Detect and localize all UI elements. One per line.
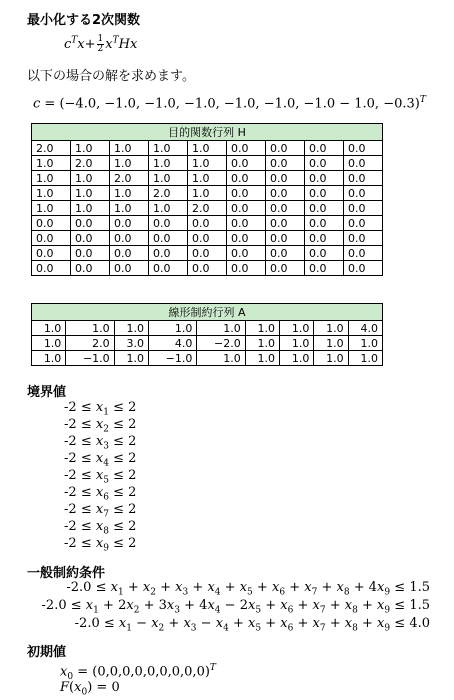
hessian-row: [32, 246, 383, 261]
hessian-cell: 2.0: [188, 201, 227, 216]
hessian-cell: 0.0: [305, 246, 344, 261]
hessian-cell: 1.0: [149, 201, 188, 216]
linear-row: [32, 336, 383, 351]
bound-row: $-2 \le x_7 \le 2$: [64, 502, 137, 520]
hessian-cell: 0.0: [227, 156, 266, 171]
hessian-cell: 1.0: [71, 201, 110, 216]
hessian-cell: 1.0: [110, 186, 149, 201]
initial-x: $x_0 = (0,0,0,0,0,0,0,0,0)^T$: [60, 663, 216, 682]
hessian-cell: 1.0: [149, 171, 188, 186]
linear-cell: 1.0: [197, 351, 245, 366]
hessian-cell: 0.0: [344, 231, 383, 246]
hessian-cell: 0.0: [266, 216, 305, 231]
linear-cell: 1.0: [197, 321, 245, 336]
hessian-cell: 0.0: [344, 156, 383, 171]
linear-cell: 1.0: [314, 351, 348, 366]
hessian-row: [32, 261, 383, 276]
hessian-cell: 1.0: [71, 171, 110, 186]
bounds-heading: 境界値: [27, 385, 67, 400]
hessian-cell: 0.0: [305, 231, 344, 246]
hessian-cell: 0.0: [305, 156, 344, 171]
hessian-cell: 0.0: [110, 216, 149, 231]
hessian-cell: 0.0: [266, 141, 305, 156]
bound-row: $-2 \le x_3 \le 2$: [64, 434, 137, 452]
hessian-cell: 0.0: [32, 231, 71, 246]
hessian-cell: 0.0: [32, 216, 71, 231]
linear-cell: 1.0: [314, 321, 348, 336]
hessian-cell: 0.0: [227, 186, 266, 201]
hessian-cell: 0.0: [344, 186, 383, 201]
linear-cell: 1.0: [114, 321, 148, 336]
hessian-row: [32, 201, 383, 216]
hessian-cell: 1.0: [188, 171, 227, 186]
hessian-cell: 0.0: [227, 201, 266, 216]
hessian-cell: 0.0: [149, 261, 188, 276]
hessian-cell: 0.0: [188, 231, 227, 246]
hessian-cell: 0.0: [344, 201, 383, 216]
hessian-cell: 0.0: [305, 186, 344, 201]
hessian-cell: 0.0: [344, 141, 383, 156]
bound-row: $-2 \le x_5 \le 2$: [64, 468, 137, 486]
hessian-cell: 1.0: [149, 156, 188, 171]
constraint-row: $-2.0 \le x_1 + 2x_2 + 3x_3 + 4x_4 - 2x_5 + x_6 + x_7 + x_8 + x_9 \le 1.5$: [41, 598, 430, 616]
constraint-row: $-2.0 \le x_1 - x_2 + x_3 - x_4 + x_5 + x_6 + x_7 + x_8 + x_9 \le 4.0$: [74, 616, 430, 634]
constraints-heading: 一般制約条件: [27, 566, 106, 581]
linear-row: [32, 351, 383, 366]
hessian-cell: 1.0: [149, 141, 188, 156]
linear-title: 線形制約行列 A: [32, 304, 383, 321]
hessian-row: [32, 216, 383, 231]
hessian-cell: 2.0: [149, 186, 188, 201]
hessian-cell: 0.0: [266, 231, 305, 246]
linear-cell: −1.0: [148, 351, 196, 366]
linear-cell: 3.0: [114, 336, 148, 351]
hessian-cell: 0.0: [227, 261, 266, 276]
hessian-cell: 0.0: [305, 261, 344, 276]
hessian-cell: 0.0: [266, 186, 305, 201]
intro-text: 以下の場合の解を求めます。: [27, 69, 195, 84]
hessian-cell: 0.0: [188, 261, 227, 276]
linear-cell: 1.0: [280, 336, 314, 351]
hessian-row: [32, 156, 383, 171]
hessian-cell: 0.0: [344, 216, 383, 231]
bound-row: $-2 \le x_1 \le 2$: [64, 400, 137, 418]
linear-cell: 1.0: [280, 351, 314, 366]
linear-cell: 1.0: [32, 351, 66, 366]
hessian-cell: 0.0: [149, 246, 188, 261]
linear-cell: 1.0: [314, 336, 348, 351]
hessian-cell: 0.0: [227, 246, 266, 261]
linear-cell: 1.0: [114, 351, 148, 366]
hessian-cell: 0.0: [266, 261, 305, 276]
hessian-row: [32, 231, 383, 246]
linear-row: [32, 321, 383, 336]
hessian-row: [32, 171, 383, 186]
hessian-cell: 1.0: [110, 201, 149, 216]
hessian-cell: 0.0: [305, 171, 344, 186]
initial-heading: 初期値: [27, 645, 67, 660]
hessian-cell: 0.0: [305, 201, 344, 216]
linear-cell: 1.0: [245, 351, 279, 366]
hessian-cell: 0.0: [227, 141, 266, 156]
hessian-cell: 1.0: [32, 156, 71, 171]
linear-cell: 1.0: [148, 321, 196, 336]
linear-cell: 4.0: [148, 336, 196, 351]
objective-function: $c^Tx+$ $\frac{1}{2}$ $x^THx$: [64, 34, 138, 54]
hessian-cell: 1.0: [32, 171, 71, 186]
linear-cell: −2.0: [197, 336, 245, 351]
linear-cell: −1.0: [66, 351, 114, 366]
hessian-table: [31, 123, 383, 276]
linear-cell: 1.0: [348, 336, 382, 351]
bound-row: $-2 \le x_2 \le 2$: [64, 417, 137, 435]
linear-cell: 1.0: [32, 321, 66, 336]
hessian-cell: 0.0: [227, 216, 266, 231]
hessian-cell: 0.0: [188, 216, 227, 231]
hessian-cell: 0.0: [305, 216, 344, 231]
hessian-cell: 2.0: [32, 141, 71, 156]
bound-row: $-2 \le x_9 \le 2$: [64, 536, 137, 554]
hessian-cell: 2.0: [110, 171, 149, 186]
hessian-row: [32, 141, 383, 156]
page-title: 最小化する2次関数: [27, 13, 141, 28]
hessian-cell: 0.0: [227, 231, 266, 246]
hessian-cell: 0.0: [305, 141, 344, 156]
hessian-cell: 1.0: [32, 201, 71, 216]
linear-cell: 1.0: [348, 351, 382, 366]
bound-row: $-2 \le x_4 \le 2$: [64, 451, 137, 469]
bound-row: $-2 \le x_8 \le 2$: [64, 519, 137, 537]
hessian-title: 目的関数行列 H: [32, 124, 383, 141]
hessian-cell: 0.0: [110, 261, 149, 276]
constraint-row: $-2.0 \le x_1 + x_2 + x_3 + x_4 + x_5 + x_6 + x_7 + x_8 + 4x_9 \le 1.5$: [66, 580, 430, 598]
linear-cell: 1.0: [245, 336, 279, 351]
hessian-cell: 0.0: [266, 156, 305, 171]
linear-cell: 4.0: [348, 321, 382, 336]
hessian-cell: 0.0: [266, 171, 305, 186]
hessian-cell: 0.0: [110, 231, 149, 246]
c-vector: c = (−4.0, −1.0, −1.0, −1.0, −1.0, −1.0, −1.0 − 1.0, −0.3)$^T$: [33, 95, 426, 112]
hessian-cell: 0.0: [32, 246, 71, 261]
hessian-row: [32, 186, 383, 201]
hessian-cell: 0.0: [266, 246, 305, 261]
hessian-cell: 0.0: [227, 171, 266, 186]
bound-row: $-2 \le x_6 \le 2$: [64, 485, 137, 503]
hessian-cell: 0.0: [266, 201, 305, 216]
hessian-cell: 1.0: [188, 156, 227, 171]
hessian-cell: 1.0: [110, 156, 149, 171]
hessian-cell: 0.0: [344, 246, 383, 261]
hessian-cell: 1.0: [188, 141, 227, 156]
linear-cell: 1.0: [280, 321, 314, 336]
linear-cell: 2.0: [66, 336, 114, 351]
hessian-cell: 1.0: [71, 141, 110, 156]
hessian-cell: 1.0: [32, 186, 71, 201]
hessian-cell: 0.0: [149, 216, 188, 231]
linear-cell: 1.0: [245, 321, 279, 336]
hessian-cell: 0.0: [344, 261, 383, 276]
hessian-cell: 1.0: [110, 141, 149, 156]
linear-constraint-table: [31, 303, 383, 366]
hessian-cell: 0.0: [110, 246, 149, 261]
hessian-cell: 0.0: [32, 261, 71, 276]
hessian-cell: 0.0: [149, 231, 188, 246]
hessian-cell: 1.0: [188, 186, 227, 201]
hessian-cell: 0.0: [71, 231, 110, 246]
linear-cell: 1.0: [32, 336, 66, 351]
hessian-cell: 1.0: [71, 186, 110, 201]
initial-f: $F(x_0) = 0$: [60, 680, 120, 698]
hessian-cell: 0.0: [188, 246, 227, 261]
hessian-cell: 0.0: [71, 246, 110, 261]
hessian-cell: 2.0: [71, 156, 110, 171]
hessian-cell: 0.0: [71, 261, 110, 276]
hessian-cell: 0.0: [344, 171, 383, 186]
hessian-cell: 0.0: [71, 216, 110, 231]
linear-cell: 1.0: [66, 321, 114, 336]
